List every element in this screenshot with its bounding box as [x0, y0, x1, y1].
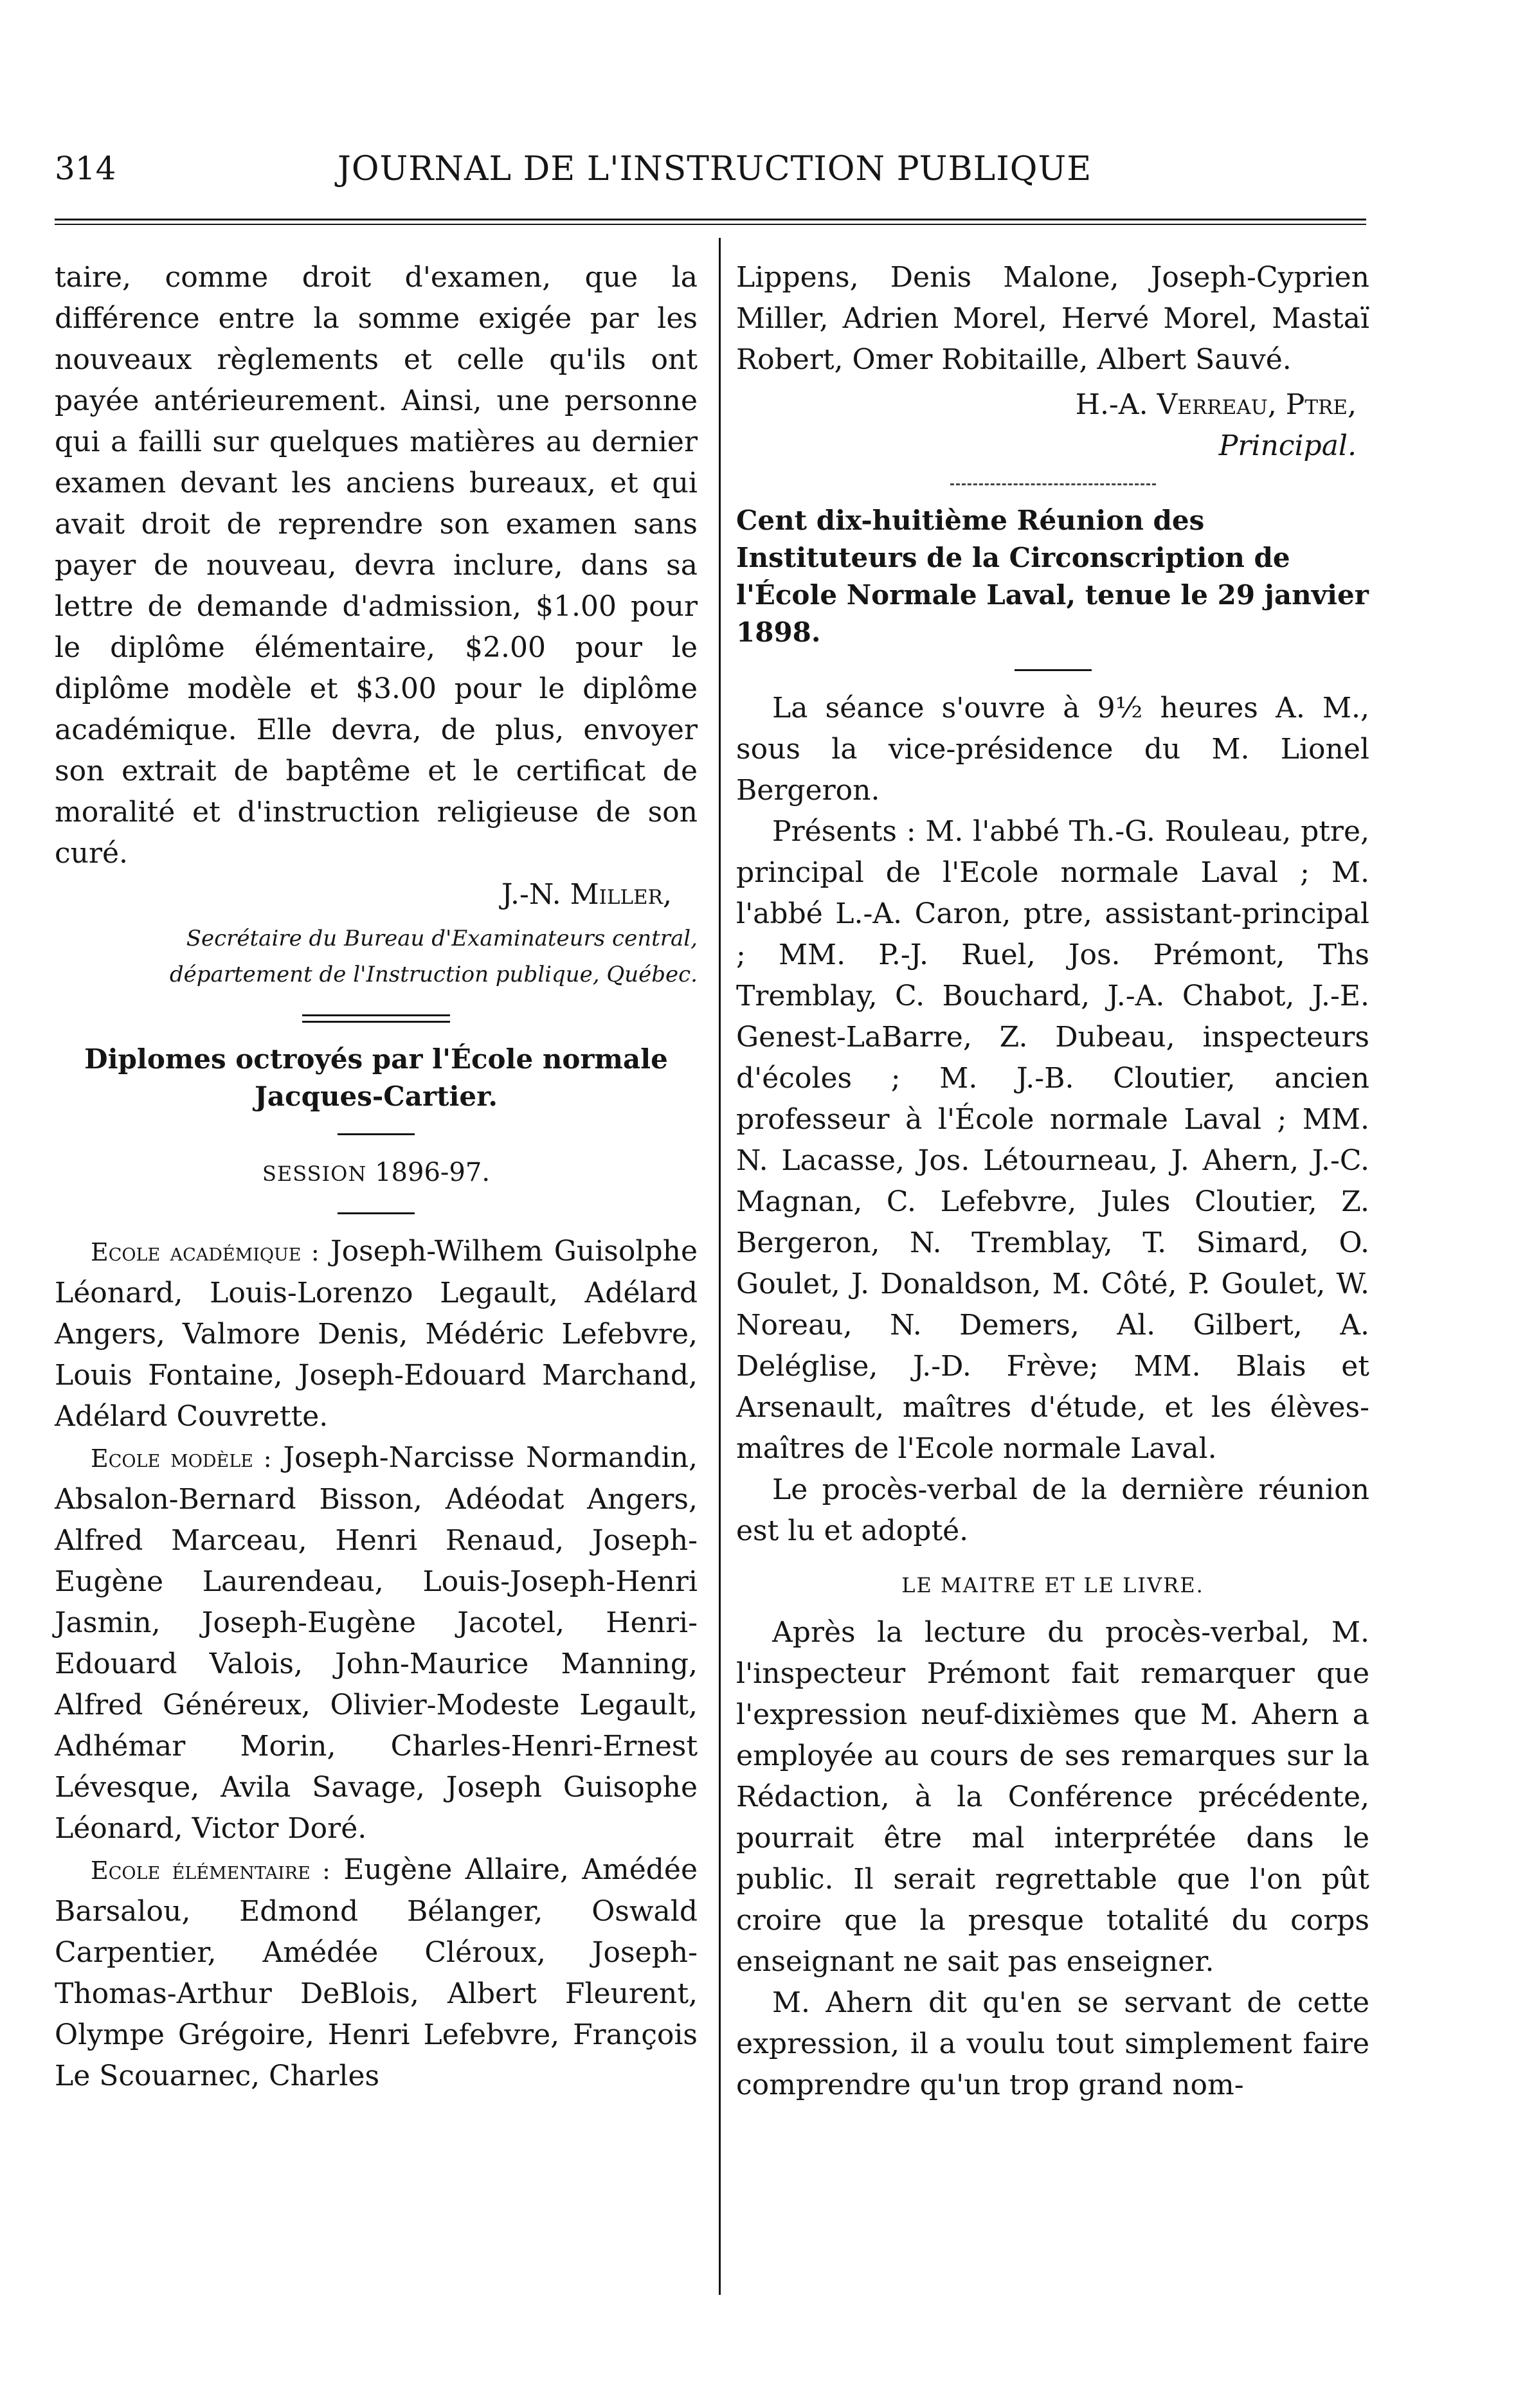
diplomas-section-heading: Diplomes octroyés par l'École normale Jacques-Cartier.: [84, 1043, 668, 1112]
model-school-names: Joseph-Narcisse Normandin, Absalon-Bernard Bisson, Adéodat Angers, Alfred Marceau, Henri Renaud, Joseph-Eugène Laurendeau, Louis-Joseph-Henri Jasmin, Joseph-Eugène Jacotel, Henri-Edouard Valois, John-Maurice Manning, Alfred Généreux, Olivier-Modeste Legault, Adhémar Morin, Charles-Henri-Ernest Lévesque, Avila Savage, Joseph Guisophe Léonard, Victor Doré.: [55, 1441, 698, 1845]
elementary-school-paragraph: [55, 1849, 698, 2097]
premont-remark-paragraph: Après la lecture du procès-verbal, M. l'inspecteur Prémont fait remarquer que l'expression neuf-dixièmes que M. Ahern a employée au cours de ses remarques sur la Rédaction, à la Conférence précédente, pourrait être mal interprétée dans le public. Il serait regrettable que l'on pût croire que la presque totalité du corps enseignant ne sait pas enseigner.: [736, 1616, 1369, 1978]
short-dash-separator: [338, 1133, 415, 1135]
minutes-adopted-paragraph: Le procès-verbal de la dernière réunion est lu et adopté.: [736, 1473, 1369, 1547]
section-separator: [302, 1014, 450, 1023]
session-label: [55, 1152, 698, 1194]
meeting-section-heading: Cent dix-huitième Réunion des Instituteurs de la Circonscription de l'École Normale Laval, tenue le 29 janvier 1898.: [736, 505, 1369, 648]
model-school-label: Ecole modèle :: [91, 1444, 272, 1473]
right-column: [736, 257, 1369, 2106]
academic-school-names: Joseph-Wilhem Guisolphe Léonard, Louis-Lorenzo Legault, Adélard Angers, Valmore Denis, Médéric Lefebvre, Louis Fontaine, Joseph-Edouard Marchand, Adélard Couvrette.: [55, 1235, 698, 1433]
academic-school-paragraph: [55, 1231, 698, 1437]
section-separator-right: [950, 483, 1156, 485]
session-years: 1896-97.: [375, 1158, 491, 1187]
header-rule: [55, 219, 1366, 225]
miller-signature-title: Secrétaire du Bureau d'Examinateurs central, département de l'Instruction publique, Québec.: [169, 926, 698, 987]
model-school-paragraph: [55, 1437, 698, 1849]
graduates-continued-paragraph: Lippens, Denis Malone, Joseph-Cyprien Miller, Adrien Morel, Hervé Morel, Mastaï Robert, Omer Robitaille, Albert Sauvé.: [736, 261, 1369, 376]
column-divider: [719, 238, 721, 2295]
running-title: JOURNAL DE L'INSTRUCTION PUBLIQUE: [338, 150, 1092, 188]
session-word: SESSION: [262, 1162, 367, 1186]
page-header: [55, 138, 1366, 196]
elementary-school-label: Ecole élémentaire :: [91, 1856, 330, 1885]
page-number: 314: [55, 150, 116, 187]
verreau-signature-title: Principal.: [1218, 429, 1357, 462]
short-dash-separator-2: [338, 1212, 415, 1214]
elementary-school-names: Eugène Allaire, Amédée Barsalou, Edmond Bélanger, Oswald Carpentier, Amédée Cléroux, Joseph-Thomas-Arthur DeBlois, Albert Fleurent, Olympe Grégoire, Henri Lefebvre, François Le Scouarnec, Charles: [55, 1853, 698, 2092]
attendees-paragraph: Présents : M. l'abbé Th.-G. Rouleau, ptre, principal de l'Ecole normale Laval ; M. l'abbé L.-A. Caron, ptre, assistant-principal ; MM. P.-J. Ruel, Jos. Prémont, Ths Tremblay, C. Bouchard, J.-A. Chabot, J.-E. Genest-LaBarre, Z. Dubeau, inspecteurs d'écoles ; M. J.-B. Cloutier, ancien professeur à l'École normale Laval ; MM. N. Lacasse, Jos. Létourneau, J. Ahern, J.-C. Magnan, C. Lefebvre, Jules Cloutier, Z. Bergeron, N. Tremblay, T. Simard, O. Goulet, J. Donaldson, M. Côté, P. Goulet, W. Noreau, N. Demers, Al. Gilbert, A. Deléglise, J.-D. Frève; MM. Blais et Arsenault, maîtres d'étude, et les élèves-maîtres de l'Ecole normale Laval.: [736, 815, 1369, 1465]
academic-school-label: Ecole académique :: [91, 1238, 320, 1266]
miller-signature-name: J.-N. Miller,: [501, 878, 672, 911]
ahern-reply-paragraph: M. Ahern dit qu'en se servant de cette expression, il a voulu tout simplement faire comprendre qu'un trop grand nom-: [736, 1986, 1369, 2101]
verreau-signature-name: H.-A. Verreau, Ptre,: [1075, 388, 1357, 421]
left-column: [55, 257, 698, 2097]
teacher-and-book-subheading: LE MAITRE ET LE LIVRE.: [901, 1573, 1204, 1597]
short-dash-separator-right: [1015, 669, 1092, 671]
session-opening-paragraph: La séance s'ouvre à 9½ heures A. M., sous la vice-présidence du M. Lionel Bergeron.: [736, 692, 1369, 807]
exam-fee-paragraph: taire, comme droit d'examen, que la différence entre la somme exigée par les nouveaux règlements et celle qu'ils ont payée antérieurement. Ainsi, une personne qui a failli sur quelques matières au dernier examen devant les anciens bureaux, et qui avait droit de reprendre son examen sans payer de nouveau, devra inclure, dans sa lettre de demande d'admission, $1.00 pour le diplôme élémentaire, $2.00 pour le diplôme modèle et $3.00 pour le diplôme académique. Elle devra, de plus, envoyer son extrait de baptême et le certificat de moralité et d'instruction religieuse de son curé.: [55, 261, 698, 870]
